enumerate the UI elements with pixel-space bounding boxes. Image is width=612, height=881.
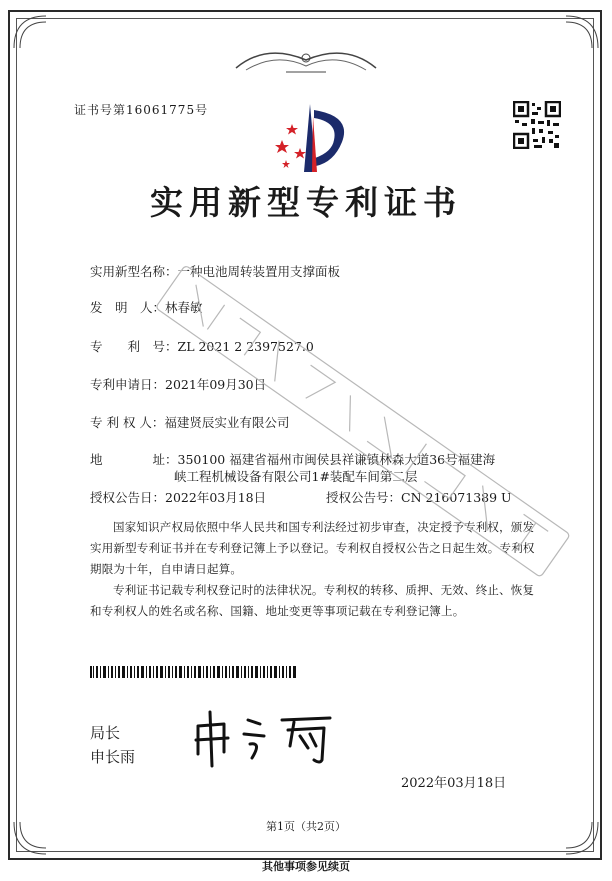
field-value: ZL 2021 2 2397527.0 [177, 339, 314, 354]
field-address-line2: 峡工程机械设备有限公司1#装配车间第二层 [174, 469, 418, 484]
field-grant-number [326, 488, 512, 506]
field-address [90, 450, 495, 468]
field-label: 地 址： [90, 452, 178, 467]
paragraph-grant-notice: 国家知识产权局依照中华人民共和国专利法经过初步审查，决定授予专利权，颁发实用新型专利证书并在专利登记簿上予以登记。专利权自授权公告之日起生效。专利权期限为十年，自申请日起算。 [90, 520, 535, 576]
paragraph-legal-status: 专利证书记载专利权登记时的法律状况。专利权的转移、质押、无效、终止、恢复和专利权人的姓名或名称、国籍、地址变更等事项记载在专利登记簿上。 [90, 583, 535, 618]
field-label: 实用新型名称： [90, 264, 178, 279]
field-value: 林春敏 [165, 300, 203, 315]
field-patentee [90, 413, 289, 431]
field-value: CN 216071389 U [401, 490, 512, 505]
field-label: 发 明 人： [90, 300, 166, 315]
field-application-date [90, 375, 266, 393]
qr-code-icon [513, 101, 561, 149]
barcode-icon [90, 666, 298, 678]
issue-date: 2022年03月18日 [401, 776, 507, 791]
field-value: 一种电池周转装置用支撑面板 [177, 264, 341, 279]
corner-ornament-top-right [562, 12, 602, 52]
signature-title: 局长 [90, 724, 121, 742]
field-value: 350100 福建省福州市闽侯县祥谦镇林森大道36号福建海 [177, 452, 496, 467]
handwritten-signature [190, 706, 340, 768]
field-label: 授权公告日： [90, 490, 166, 505]
field-grant-date [90, 488, 266, 506]
field-patent-number [90, 337, 314, 355]
page-indicator: 第1页（共2页） [266, 820, 346, 833]
certificate-title: 实用新型专利证书 [150, 183, 462, 222]
field-value: 2021年09月30日 [165, 377, 267, 392]
cnipa-logo-icon [268, 96, 354, 176]
field-label: 专 利 号： [90, 339, 178, 354]
top-ornament [226, 38, 386, 78]
footer-note: 其他事项参见续页 [262, 860, 350, 873]
field-label: 授权公告号： [326, 490, 402, 505]
field-value: 2022年03月18日 [165, 490, 267, 505]
body-text [90, 517, 538, 622]
field-value: 福建贤辰实业有限公司 [164, 415, 290, 430]
field-utility-model-name [90, 262, 340, 280]
certificate-number: 证书号第16061775号 [74, 103, 209, 117]
field-inventor [90, 298, 203, 316]
field-label: 专利申请日： [90, 377, 166, 392]
corner-ornament-top-left [10, 12, 50, 52]
field-label: 专 利 权 人： [90, 415, 165, 430]
signature-name: 申长雨 [90, 748, 136, 766]
